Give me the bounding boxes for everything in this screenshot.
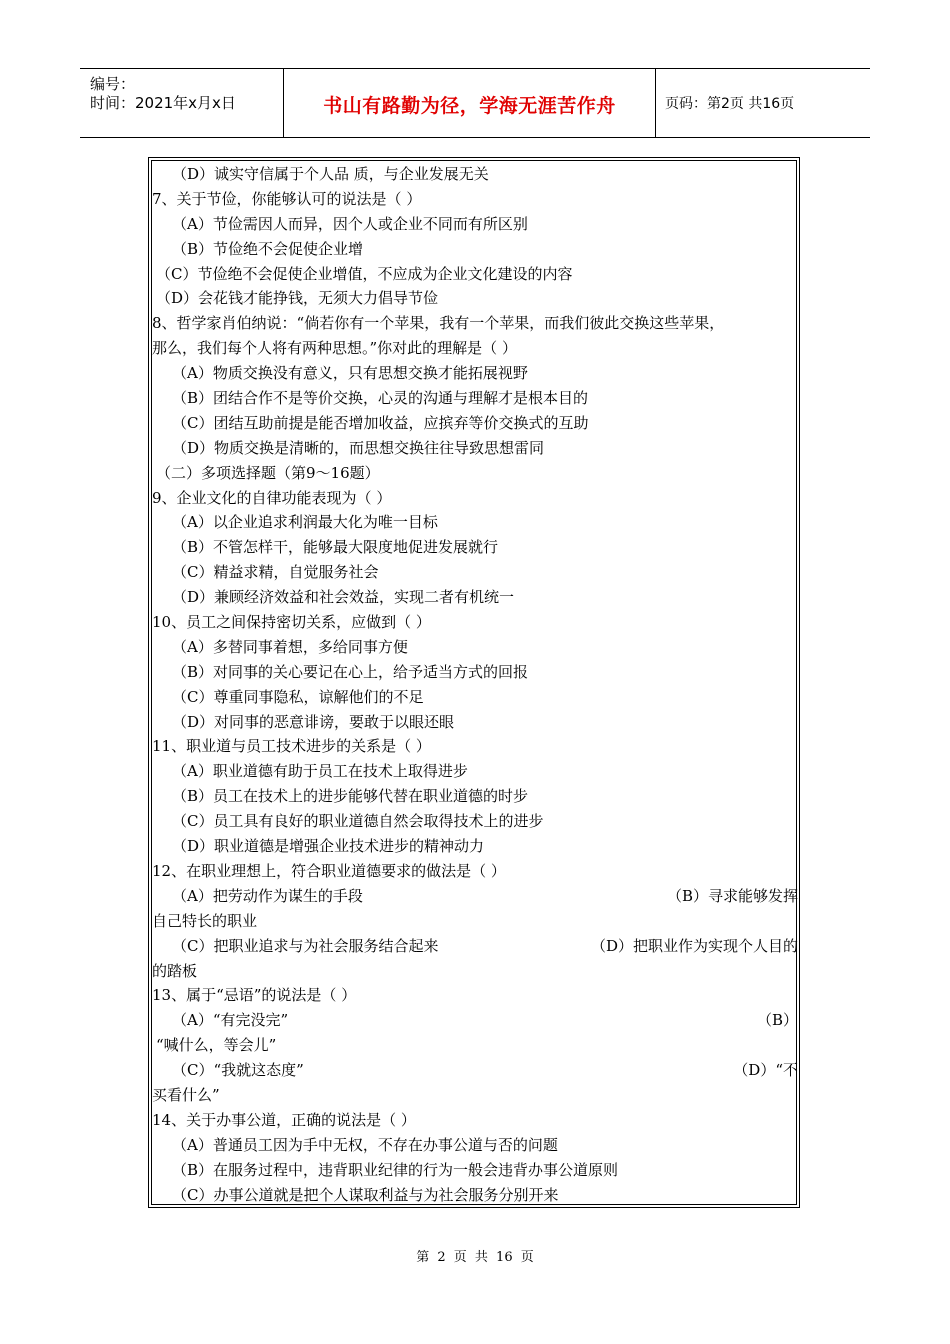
option-line: （B）团结合作不是等价交换，心灵的沟通与理解才是根本目的	[172, 389, 589, 408]
question-line: 那么，我们每个人将有两种思想。”你对此的理解是（ ）	[152, 339, 517, 358]
section-heading: （二）多项选择题（第9～16题）	[156, 463, 380, 482]
header-left-cell	[80, 69, 283, 137]
option-line: （A）以企业追求利润最大化为唯一目标	[172, 513, 438, 532]
option-line: （A）职业道德有助于员工在技术上取得进步	[172, 762, 468, 781]
header-motto: 书山有路勤为径，学海无涯苦作舟	[323, 95, 616, 117]
option-text: （C）把职业追求与为社会服务结合起来	[172, 936, 439, 955]
option-line: （B）员工在技术上的进步能够代替在职业道德的时步	[172, 787, 529, 806]
option-line: （B）不管怎样干，能够最大限度地促进发展就行	[172, 538, 499, 557]
question-lines	[152, 162, 798, 1207]
option-line: 买看什么”	[152, 1085, 220, 1104]
option-line: （B）对同事的关心要记在心上，给予适当方式的回报	[172, 662, 529, 681]
question-line: 8、哲学家肖伯纳说：“倘若你有一个苹果，我有一个苹果，而我们彼此交换这些苹果，	[152, 314, 725, 333]
option-line: （A）普通员工因为手中无权，不存在办事公道与否的问题	[172, 1135, 558, 1154]
document-time-label: 时间：2021年x月x日	[90, 94, 236, 112]
option-line: （C）尊重同事隐私，谅解他们的不足	[172, 687, 424, 706]
option-text: （B）	[756, 1011, 798, 1030]
option-line: （D）职业道德是增强企业技术进步的精神动力	[172, 837, 485, 856]
option-text: （A）“有完没完”	[172, 1011, 289, 1030]
option-line: （A）多替同事着想，多给同事方便	[172, 637, 408, 656]
document-number-label: 编号：	[90, 75, 136, 93]
option-line: 自己特长的职业	[152, 911, 258, 930]
question-line: 13、属于“忌语”的说法是（ ）	[152, 986, 357, 1005]
option-line: 的踏板	[152, 961, 198, 980]
question-line: 10、员工之间保持密切关系，应做到（ ）	[152, 613, 431, 632]
option-line: （B）节俭绝不会促使企业增	[172, 239, 364, 258]
option-text: （D）“不	[733, 1061, 798, 1080]
option-line: （D）物质交换是清晰的，而思想交换往往导致思想雷同	[172, 438, 545, 457]
option-line	[152, 1058, 798, 1083]
page-footer: 第 2 页 共 16 页	[416, 1250, 534, 1265]
option-line: （C）节俭绝不会促使企业增值，不应成为企业文化建设的内容	[156, 264, 573, 283]
question-line: 14、关于办事公道，正确的说法是（ ）	[152, 1110, 416, 1129]
option-line: （C）团结互助前提是能否增加收益，应摈弃等价交换式的互助	[172, 413, 589, 432]
option-line	[152, 934, 798, 959]
option-text: （B）寻求能够发挥	[666, 886, 798, 905]
option-line: （D）对同事的恶意诽谤，要敢于以眼还眼	[172, 712, 455, 731]
option-line: （D）会花钱才能挣钱，无须大力倡导节俭	[156, 289, 439, 308]
option-line	[152, 884, 798, 909]
option-line: （B）在服务过程中，违背职业纪律的行为一般会违背办事公道原则	[172, 1160, 619, 1179]
option-line: （C）精益求精，自觉服务社会	[172, 563, 379, 582]
question-line: 12、在职业理想上，符合职业道德要求的做法是（ ）	[152, 861, 506, 880]
header-right-cell	[655, 69, 870, 137]
option-line: （D）兼顾经济效益和社会效益，实现二者有机统一	[172, 588, 515, 607]
option-line: （A）节俭需因人而异，因个人或企业不同而有所区别	[172, 214, 528, 233]
question-box	[148, 157, 800, 1208]
header-page-info: 页码：第2页 共16页	[665, 96, 795, 112]
option-line: （C）员工具有良好的职业道德自然会取得技术上的进步	[172, 812, 544, 831]
question-line: 7、关于节俭，你能够认可的说法是（ ）	[152, 189, 422, 208]
option-text: （A）把劳动作为谋生的手段	[172, 886, 363, 905]
question-line: 11、职业道与员工技术进步的关系是（ ）	[152, 737, 431, 756]
option-line: （D）诚实守信属于个人品 质，与企业发展无关	[172, 165, 489, 183]
question-line: 9、企业文化的自律功能表现为（ ）	[152, 488, 392, 507]
option-line: “喊什么，等会儿”	[156, 1036, 277, 1055]
header-middle-cell	[283, 69, 656, 137]
option-line: （A）物质交换没有意义，只有思想交换才能拓展视野	[172, 364, 528, 383]
option-text: （D）把职业作为实现个人目的	[590, 936, 798, 955]
option-line: （C）办事公道就是把个人谋取利益与为社会服务分别开来	[172, 1185, 559, 1204]
document-header	[80, 68, 870, 138]
option-line	[152, 1008, 798, 1033]
option-text: （C）“我就这态度”	[172, 1061, 304, 1080]
